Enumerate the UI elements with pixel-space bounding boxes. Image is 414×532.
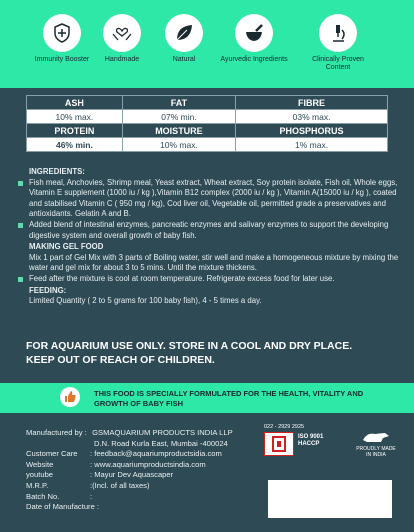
badge-label: Natural [172,56,196,63]
feed-text: Feed after the mixture is cool at room temperature. Refrigerate excess food for later use. [18,274,404,285]
value-fibre: 03% max. [236,110,388,124]
mrp-label: M.R.P. [26,480,49,490]
batch-value: : [90,491,93,501]
make-in-india-label: PROUDLY MADE IN INDIA [356,446,396,458]
license-number: 022 - 2929 2925 [264,424,305,430]
value-fat: 07% min. [122,110,235,124]
thumbs-up-icon [60,387,80,407]
mortar-pestle-icon [235,14,273,52]
ingredients-text: Fish meal, Anchovies, Shrimp meal, Yeast extract, Wheat extract, Soy protein isolate, Fish oil, Whole eggs, Vitamin E supplement (1000 iu / kg ),Vitamin B12 complex (2000 iu / kg ), Vitamin A(15000 iu / kg ), coated and stabilised Vitamin C ( 950 mg / kg), Cod liver oil, Vegetable oil, permitted grade a preservatives and antioxidants. Gelatin A and B. [18,178,404,220]
badge-label: Clinically Proven Content [312,56,364,71]
label-sticker-area [268,480,392,518]
formula-banner [0,383,414,413]
badge-label: Ayurvedic Ingredients [220,56,288,63]
header-fibre: FIBRE [236,96,388,110]
header-fat: FAT [122,96,235,110]
badge-label: Immunity Booster [34,56,90,63]
date-label: Date of Manufacture : [26,502,100,512]
mrp-value: :(Incl. of all taxes) [90,480,150,490]
haccp-label: HACCP [298,441,320,447]
making-heading: MAKING GEL FOOD [29,242,104,252]
website-value: : www.aquariumproductsindia.com [90,459,206,469]
top-band [0,0,414,88]
care-label: Customer Care [26,449,78,459]
product-info [18,166,404,307]
feeding-heading: FEEDING: [29,285,67,295]
value-ash: 10% max. [27,110,123,124]
manufacturer-info [26,428,233,513]
badge-label: Handmade [104,56,140,63]
badge-ayurvedic [216,14,292,64]
value-moisture: 10% max. [122,138,235,152]
batch-label: Batch No. [26,491,60,501]
hands-heart-icon [103,14,141,52]
ingredients-heading: INGREDIENTS: [29,167,85,176]
iso-haccp [298,434,323,448]
value-protein: 46% min. [27,138,123,152]
warning-line-1: FOR AQUARIUM USE ONLY. STORE IN A COOL AND DRY PLACE. [26,340,353,352]
header-ash: ASH [27,96,123,110]
iso-label: ISO 9001 [298,434,324,440]
youtube-value: : Mayur Dev Aquascaper [90,470,174,480]
header-protein: PROTEIN [27,124,123,138]
address: D.N. Road Kurla East, Mumbai -400024 [94,438,228,448]
warning-line-2: KEEP OUT OF REACH OF CHILDREN. [26,354,215,366]
youtube-label: youtube [26,470,54,480]
manufactured-value: GSMAQUARIUM PRODUCTS INDIA LLP [92,428,233,437]
value-phosphorus: 1% max. [236,138,388,152]
analysis-table [26,95,388,152]
microscope-icon [319,14,357,52]
storage-warning [26,339,352,367]
banner-text: THIS FOOD IS SPECIALLY FORMULATED FOR THE HEALTH, VITALITY AND GROWTH OF BABY FISH [94,389,364,408]
make-in-india [356,430,396,458]
making-text: Mix 1 part of Gel Mix with 3 parts of Boiling water, stir well and make a homogeneous mixture by mixing the water and gel mix for about 3 to 5 mins. Until the mixture thickens. [29,252,399,273]
badge-natural [146,14,222,64]
website-label: Website [26,459,54,469]
feeding-text: Limited Quantity ( 2 to 5 grams for 100 baby fish), 4 - 5 times a day. [29,296,262,306]
header-moisture: MOISTURE [122,124,235,138]
manufactured-label: Manufactured by : [26,428,87,437]
badge-clinical [300,14,376,72]
lion-icon [361,430,391,444]
enzymes-text: Added blend of intestinal enzymes, pancreatic enzymes and salivary enzymes to support the developing digestive system and overall growth of baby fish. [18,220,404,241]
care-value: : feedback@aquariumproductsidia.com [90,449,222,459]
cert-logo-icon [264,432,294,456]
shield-plus-icon [43,14,81,52]
leaf-icon [165,14,203,52]
header-phosphorus: PHOSPHORUS [236,124,388,138]
